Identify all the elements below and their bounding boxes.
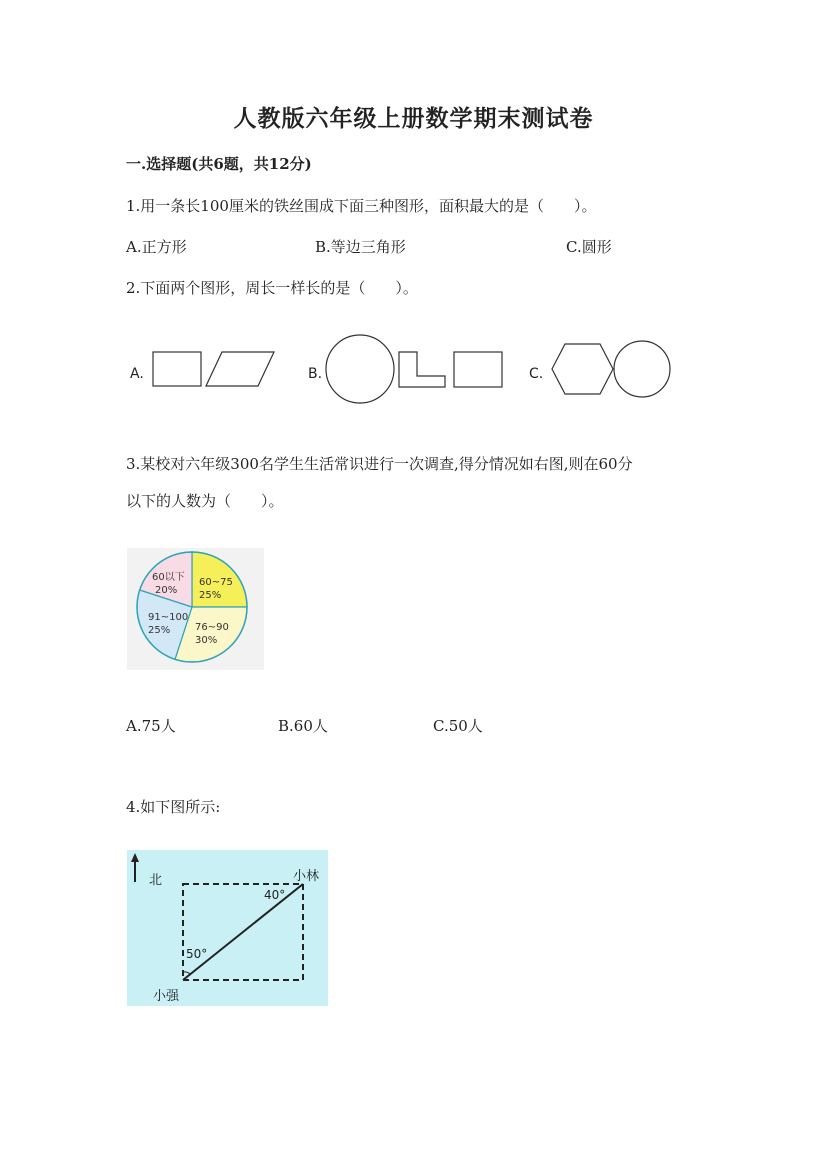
question-1-option-c[interactable]: C.圆形 bbox=[566, 238, 612, 256]
pie-label-60-75: 60~75 bbox=[199, 577, 233, 588]
section-heading: 一.选择题(共6题，共12分) bbox=[126, 155, 312, 173]
pie-label-91-100: 91~100 bbox=[148, 612, 189, 623]
angle-arc-bottom bbox=[183, 972, 190, 974]
angle-top-label: 40° bbox=[264, 888, 286, 902]
hexagon-shape bbox=[552, 344, 613, 394]
parallelogram-shape bbox=[206, 352, 274, 386]
pie-percent-below-60: 20% bbox=[155, 585, 178, 596]
question-1-option-b[interactable]: B.等边三角形 bbox=[315, 238, 406, 256]
rectangle-shape bbox=[454, 352, 502, 387]
question-4-text: 4.如下图所示: bbox=[126, 798, 221, 816]
pie-percent-91-100: 25% bbox=[148, 625, 171, 636]
pie-percent-60-75: 25% bbox=[199, 590, 222, 601]
pie-percent-76-90: 30% bbox=[195, 635, 218, 646]
angle-bottom-label: 50° bbox=[186, 947, 208, 961]
label-xiaoqiang: 小强 bbox=[153, 989, 180, 1004]
question-2-figures-svg bbox=[126, 330, 686, 415]
pie-chart bbox=[127, 548, 264, 670]
question-3-text-line-1: 3.某校对六年级300名学生生活常识进行一次调查,得分情况如右图,则在60分 bbox=[126, 455, 633, 473]
pie-label-below-60: 60以下 bbox=[152, 572, 185, 583]
page-title: 人教版六年级上册数学期末测试卷 bbox=[233, 105, 594, 132]
question-1-option-a[interactable]: A.正方形 bbox=[126, 238, 187, 256]
question-3-option-b[interactable]: B.60人 bbox=[278, 717, 328, 735]
question-1-text: 1.用一条长100厘米的铁丝围成下面三种图形，面积最大的是（ ）。 bbox=[126, 197, 597, 215]
north-arrowhead-icon bbox=[131, 853, 139, 862]
figure-label-c[interactable]: C. bbox=[529, 366, 544, 382]
question-3-option-c[interactable]: C.50人 bbox=[433, 717, 483, 735]
label-xiaolin: 小林 bbox=[293, 869, 320, 884]
figure-label-a[interactable]: A. bbox=[130, 366, 144, 382]
pie-label-76-90: 76~90 bbox=[195, 622, 229, 633]
question-3-option-a[interactable]: A.75人 bbox=[126, 717, 176, 735]
small-circle-shape bbox=[614, 341, 670, 397]
direction-diagram bbox=[127, 850, 328, 1006]
question-3-text-line-2: 以下的人数为（ ）。 bbox=[126, 492, 284, 510]
figure-label-b[interactable]: B. bbox=[308, 366, 323, 382]
north-label: 北 bbox=[149, 873, 163, 888]
circle-shape bbox=[326, 335, 394, 403]
square-shape bbox=[153, 352, 201, 386]
direction-diagram-panel bbox=[127, 850, 328, 1006]
question-2-text: 2.下面两个图形，周长一样长的是（ ）。 bbox=[126, 279, 418, 297]
question-2-figures bbox=[126, 330, 686, 415]
pie-chart-panel bbox=[127, 548, 264, 670]
l-shape bbox=[399, 352, 445, 387]
